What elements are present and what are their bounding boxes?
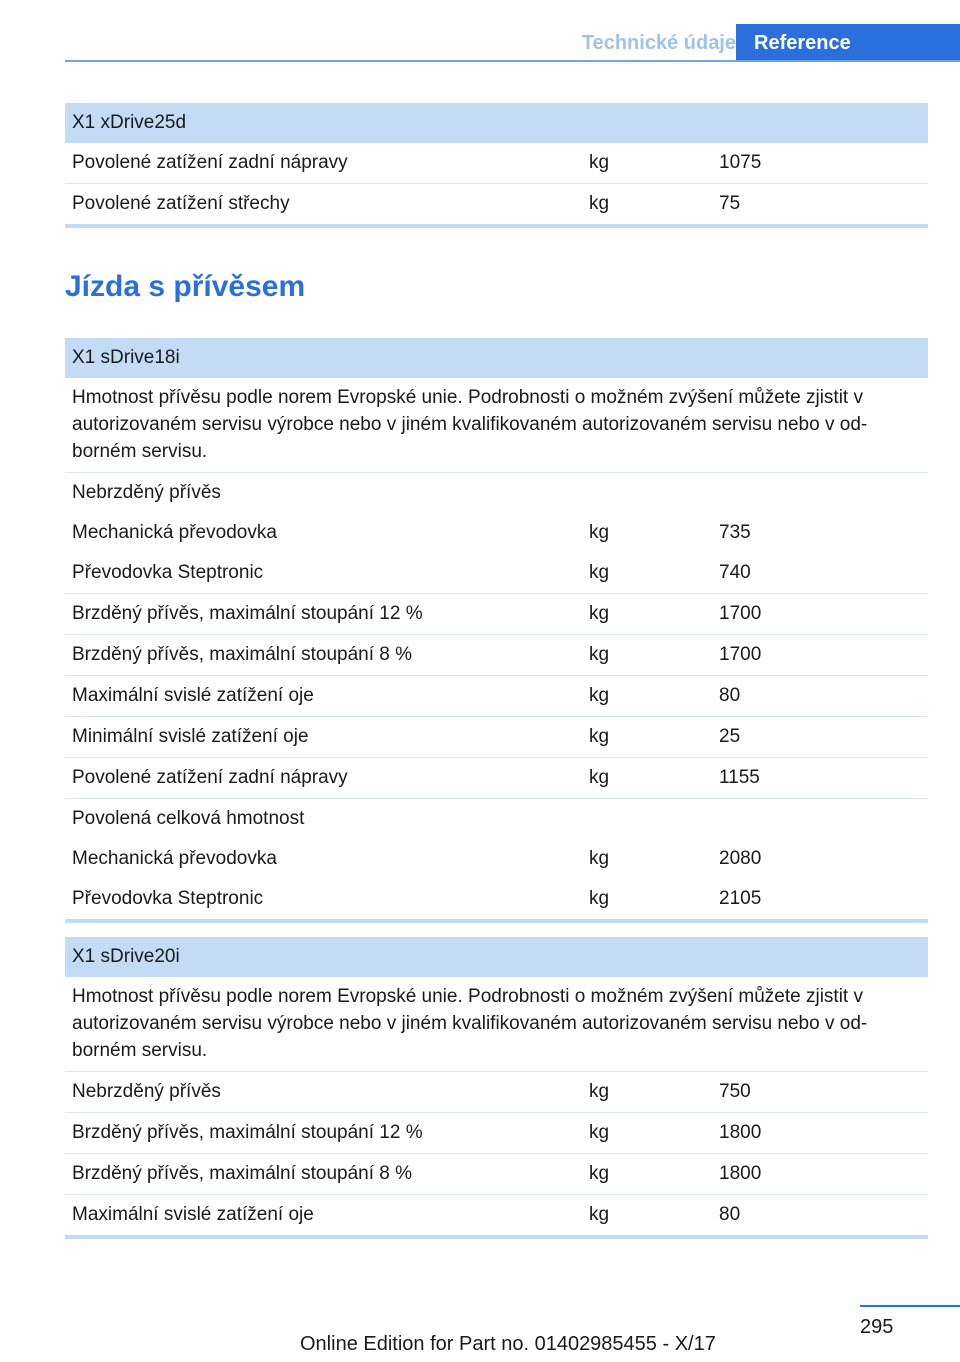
table-row xyxy=(65,676,928,717)
table-end-bar xyxy=(65,919,928,923)
row-label: Brzděný přívěs, maximální stoupání 8 % xyxy=(72,1163,413,1184)
row-unit: kg xyxy=(589,1081,610,1102)
header-rule xyxy=(65,60,960,62)
table-note: Hmotnost přívěsu podle norem Evropské unie. Podrobnosti o možném zvýšení můžete zjistit v autorizovaném servisu výrobce nebo v jiném kvalifikovaném autorizovaném servisu nebo v odborném servisu. xyxy=(65,977,928,1072)
row-unit: kg xyxy=(589,152,610,173)
table-row xyxy=(65,717,928,758)
row-unit: kg xyxy=(589,1163,610,1184)
tab-technicke-udaje[interactable]: Technické údaje xyxy=(581,32,736,54)
table-row xyxy=(65,553,928,594)
table-row xyxy=(65,143,928,184)
group-label: Nebrzděný přívěs xyxy=(72,482,221,503)
row-value: 1700 xyxy=(719,603,762,624)
row-unit: kg xyxy=(589,644,610,665)
row-label: Povolené zatížení zadní nápravy xyxy=(72,767,348,788)
table-row xyxy=(65,879,928,919)
row-unit: kg xyxy=(589,1204,610,1225)
row-label: Maximální svislé zatížení oje xyxy=(72,685,314,706)
edition-footer: Online Edition for Part no. 01402985455 - X/17 xyxy=(300,1333,716,1355)
row-unit: kg xyxy=(589,522,610,543)
row-unit: kg xyxy=(589,603,610,624)
footer-rule xyxy=(860,1305,960,1307)
row-label: Mechanická převodovka xyxy=(72,522,277,543)
table-row xyxy=(65,594,928,635)
row-unit: kg xyxy=(589,888,610,909)
row-value: 2105 xyxy=(719,888,762,909)
table-row xyxy=(65,513,928,553)
row-label: Převodovka Steptronic xyxy=(72,562,264,583)
table-sdrive20i xyxy=(65,937,928,1239)
row-label: Mechanická převodovka xyxy=(72,848,277,869)
page-number: 295 xyxy=(860,1316,894,1338)
row-label: Brzděný přívěs, maximální stoupání 12 % xyxy=(72,1122,423,1143)
table-heading: X1 xDrive25d xyxy=(65,103,928,143)
row-value: 1700 xyxy=(719,644,762,665)
group-label: Povolená celková hmotnost xyxy=(72,808,305,829)
row-value: 1800 xyxy=(719,1122,762,1143)
group-label-row xyxy=(65,473,928,513)
table-row xyxy=(65,1113,928,1154)
row-unit: kg xyxy=(589,685,610,706)
row-value: 75 xyxy=(719,193,741,214)
row-value: 80 xyxy=(719,685,741,706)
row-unit: kg xyxy=(589,767,610,788)
row-label: Maximální svislé zatížení oje xyxy=(72,1204,314,1225)
table-heading: X1 sDrive18i xyxy=(65,338,928,378)
group-label-row xyxy=(65,799,928,839)
table-row xyxy=(65,184,928,224)
table-end-bar xyxy=(65,1235,928,1239)
table-row xyxy=(65,635,928,676)
row-label: Brzděný přívěs, maximální stoupání 12 % xyxy=(72,603,423,624)
table-row xyxy=(65,1072,928,1113)
row-label: Povolené zatížení střechy xyxy=(72,193,290,214)
row-value: 80 xyxy=(719,1204,741,1225)
table-row xyxy=(65,839,928,879)
row-unit: kg xyxy=(589,848,610,869)
row-value: 1800 xyxy=(719,1163,762,1184)
row-unit: kg xyxy=(589,562,610,583)
table-note: Hmotnost přívěsu podle norem Evropské unie. Podrobnosti o možném zvýšení můžete zjistit v autorizovaném servisu výrobce nebo v jiném kvalifikovaném autorizovaném servisu nebo v odborném servisu. xyxy=(65,378,928,473)
table-end-bar xyxy=(65,224,928,228)
row-value: 1155 xyxy=(719,767,760,788)
table-heading: X1 sDrive20i xyxy=(65,937,928,977)
page-header xyxy=(65,24,960,62)
table-row xyxy=(65,1195,928,1235)
table-row xyxy=(65,758,928,799)
row-value: 25 xyxy=(719,726,741,747)
table-xdrive25d xyxy=(65,103,928,228)
row-label: Brzděný přívěs, maximální stoupání 8 % xyxy=(72,644,413,665)
table-sdrive18i xyxy=(65,338,928,923)
row-unit: kg xyxy=(589,1122,610,1143)
row-unit: kg xyxy=(589,193,610,214)
tab-reference[interactable]: Reference xyxy=(736,24,960,62)
row-label: Minimální svislé zatížení oje xyxy=(72,726,309,747)
row-value: 750 xyxy=(719,1081,751,1102)
row-label: Nebrzděný přívěs xyxy=(72,1081,221,1102)
section-title: Jízda s přívěsem xyxy=(65,270,306,303)
row-value: 2080 xyxy=(719,848,762,869)
row-value: 735 xyxy=(719,522,751,543)
row-label: Převodovka Steptronic xyxy=(72,888,264,909)
row-unit: kg xyxy=(589,726,610,747)
table-row xyxy=(65,1154,928,1195)
row-value: 740 xyxy=(719,562,751,583)
row-label: Povolené zatížení zadní nápravy xyxy=(72,152,348,173)
row-value: 1075 xyxy=(719,152,762,173)
